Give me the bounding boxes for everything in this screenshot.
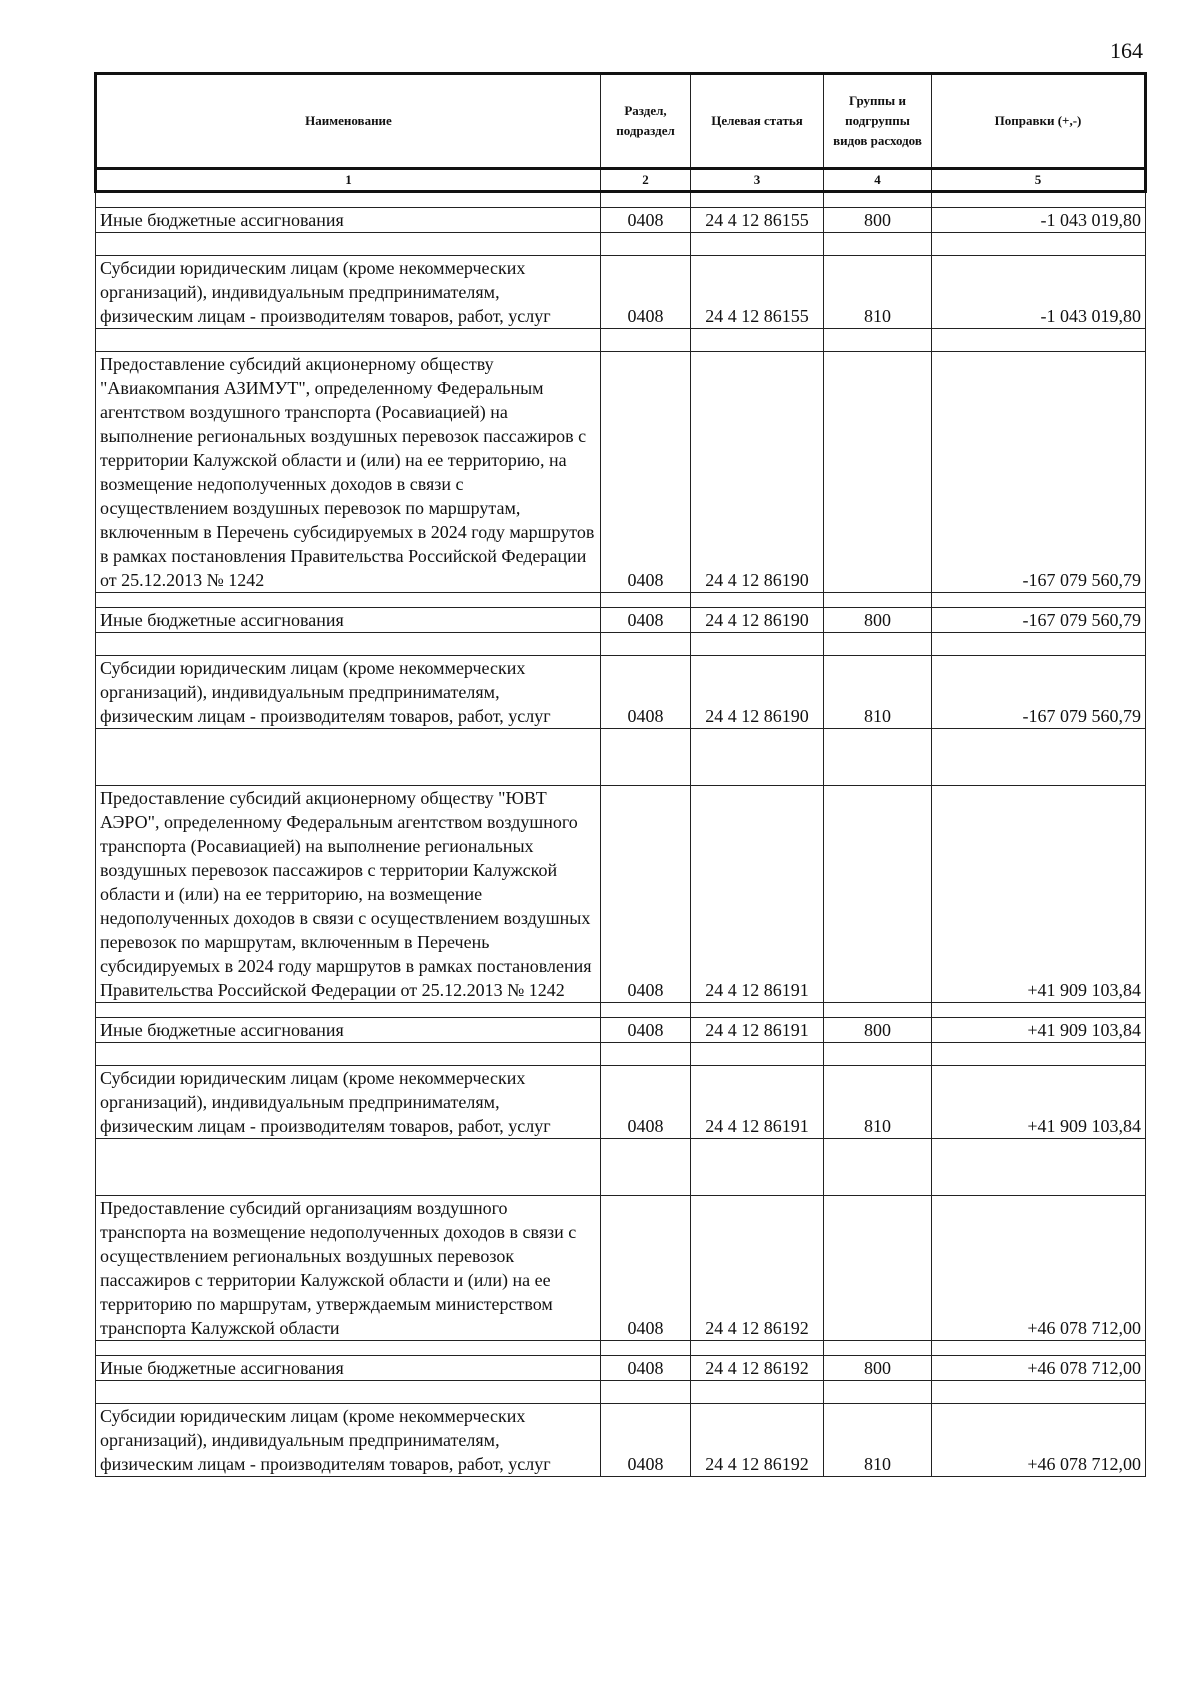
spacer-cell [601, 233, 691, 256]
spacer-cell [601, 1341, 691, 1356]
row-amount: -167 079 560,79 [932, 608, 1146, 633]
row-spacer [96, 1003, 1146, 1018]
spacer-cell [96, 233, 601, 256]
table-row [96, 1356, 1146, 1381]
spacer-cell [932, 233, 1146, 256]
spacer-cell [96, 1381, 601, 1404]
spacer-cell [824, 233, 932, 256]
spacer-cell [601, 1003, 691, 1018]
spacer-cell [691, 192, 824, 208]
row-target: 24 4 12 86191 [691, 1066, 824, 1139]
row-spacer [96, 729, 1146, 786]
row-spacer [96, 1341, 1146, 1356]
row-section: 0408 [601, 1066, 691, 1139]
row-spacer [96, 192, 1146, 208]
row-spacer [96, 1139, 1146, 1196]
row-group [824, 1196, 932, 1341]
row-spacer [96, 329, 1146, 352]
spacer-cell [601, 1381, 691, 1404]
row-spacer [96, 1043, 1146, 1066]
spacer-cell [691, 593, 824, 608]
table-body [96, 192, 1146, 1477]
spacer-cell [691, 1043, 824, 1066]
spacer-cell [932, 729, 1146, 786]
column-number: 1 [96, 169, 601, 192]
spacer-cell [601, 1043, 691, 1066]
row-target: 24 4 12 86192 [691, 1356, 824, 1381]
table-row [96, 656, 1146, 729]
row-name: Предоставление субсидий акционерному обществу "ЮВТ АЭРО", определенному Федеральным агентством воздушного транспорта (Росавиацией) на выполнение региональных воздушных перевозок пассажиров с территории Калужской области и (или) на ее территорию, на возмещение недополученных доходов в связи с осуществлением воздушных перевозок по маршрутам, включенным в Перечень субсидируемых в 2024 году маршрутов в рамках постановления Правительства Российской Федерации от 25.12.2013 № 1242 [96, 786, 601, 1003]
table-row [96, 608, 1146, 633]
spacer-cell [932, 593, 1146, 608]
row-section: 0408 [601, 1018, 691, 1043]
row-target: 24 4 12 86191 [691, 1018, 824, 1043]
spacer-cell [932, 1341, 1146, 1356]
spacer-cell [601, 593, 691, 608]
table-row [96, 1066, 1146, 1139]
row-section: 0408 [601, 608, 691, 633]
row-name: Иные бюджетные ассигнования [96, 1018, 601, 1043]
row-spacer [96, 1381, 1146, 1404]
row-name: Иные бюджетные ассигнования [96, 208, 601, 233]
spacer-cell [824, 593, 932, 608]
row-target: 24 4 12 86191 [691, 786, 824, 1003]
row-group: 800 [824, 1018, 932, 1043]
spacer-cell [601, 192, 691, 208]
row-section: 0408 [601, 1356, 691, 1381]
row-amount: +41 909 103,84 [932, 1018, 1146, 1043]
row-group: 800 [824, 1356, 932, 1381]
spacer-cell [691, 233, 824, 256]
row-name: Субсидии юридическим лицам (кроме некоммерческих организаций), индивидуальным предпринимателям, физическим лицам - производителям товаров, работ, услуг [96, 1404, 601, 1477]
spacer-cell [96, 1139, 601, 1196]
spacer-cell [691, 1381, 824, 1404]
row-name: Иные бюджетные ассигнования [96, 1356, 601, 1381]
spacer-cell [691, 729, 824, 786]
header-groups: Группы и подгруппы видов расходов [824, 74, 932, 169]
row-target: 24 4 12 86155 [691, 256, 824, 329]
spacer-cell [824, 633, 932, 656]
row-name: Предоставление субсидий акционерному обществу "Авиакомпания АЗИМУТ", определенному Федеральным агентством воздушного транспорта (Росавиацией) на выполнение региональных воздушных перевозок пассажиров с территории Калужской области и (или) на ее территорию, на возмещение недополученных доходов в связи с осуществлением воздушных перевозок по маршрутам, включенным в Перечень субсидируемых в 2024 году маршрутов в рамках постановления Правительства Российской Федерации от 25.12.2013 № 1242 [96, 352, 601, 593]
row-section: 0408 [601, 1404, 691, 1477]
spacer-cell [824, 192, 932, 208]
spacer-cell [824, 1341, 932, 1356]
table-row [96, 786, 1146, 1003]
row-group: 810 [824, 656, 932, 729]
row-target: 24 4 12 86190 [691, 352, 824, 593]
row-spacer [96, 593, 1146, 608]
spacer-cell [932, 1003, 1146, 1018]
spacer-cell [601, 729, 691, 786]
spacer-cell [932, 1381, 1146, 1404]
spacer-cell [932, 1043, 1146, 1066]
row-amount: +46 078 712,00 [932, 1356, 1146, 1381]
row-target: 24 4 12 86190 [691, 656, 824, 729]
column-number: 3 [691, 169, 824, 192]
spacer-cell [691, 1341, 824, 1356]
row-spacer [96, 233, 1146, 256]
table-row [96, 352, 1146, 593]
row-name: Субсидии юридическим лицам (кроме некоммерческих организаций), индивидуальным предпринимателям, физическим лицам - производителям товаров, работ, услуг [96, 656, 601, 729]
row-amount: -1 043 019,80 [932, 208, 1146, 233]
spacer-cell [601, 1139, 691, 1196]
row-section: 0408 [601, 1196, 691, 1341]
spacer-cell [96, 1341, 601, 1356]
column-number: 5 [932, 169, 1146, 192]
spacer-cell [824, 1003, 932, 1018]
table-row [96, 1196, 1146, 1341]
spacer-cell [824, 329, 932, 352]
row-name: Субсидии юридическим лицам (кроме некоммерческих организаций), индивидуальным предпринимателям, физическим лицам - производителям товаров, работ, услуг [96, 1066, 601, 1139]
column-number: 2 [601, 169, 691, 192]
row-amount: +46 078 712,00 [932, 1196, 1146, 1341]
row-amount: +41 909 103,84 [932, 1066, 1146, 1139]
table-header [96, 74, 1146, 192]
spacer-cell [601, 633, 691, 656]
table-row [96, 208, 1146, 233]
column-number: 4 [824, 169, 932, 192]
spacer-cell [691, 1139, 824, 1196]
spacer-cell [932, 633, 1146, 656]
row-section: 0408 [601, 256, 691, 329]
row-name: Иные бюджетные ассигнования [96, 608, 601, 633]
spacer-cell [601, 329, 691, 352]
row-spacer [96, 633, 1146, 656]
header-section: Раздел, подраздел [601, 74, 691, 169]
row-name: Субсидии юридическим лицам (кроме некоммерческих организаций), индивидуальным предпринимателям, физическим лицам - производителям товаров, работ, услуг [96, 256, 601, 329]
row-amount: +41 909 103,84 [932, 786, 1146, 1003]
table-row [96, 1404, 1146, 1477]
row-group: 810 [824, 1404, 932, 1477]
page-number: 164 [1110, 38, 1143, 63]
spacer-cell [824, 1043, 932, 1066]
row-group: 810 [824, 1066, 932, 1139]
spacer-cell [932, 329, 1146, 352]
row-amount: -1 043 019,80 [932, 256, 1146, 329]
row-group: 800 [824, 208, 932, 233]
row-group: 800 [824, 608, 932, 633]
header-name: Наименование [96, 74, 601, 169]
header-target: Целевая статья [691, 74, 824, 169]
spacer-cell [824, 1381, 932, 1404]
spacer-cell [691, 633, 824, 656]
row-amount: +46 078 712,00 [932, 1404, 1146, 1477]
row-amount: -167 079 560,79 [932, 352, 1146, 593]
spacer-cell [932, 192, 1146, 208]
row-target: 24 4 12 86192 [691, 1404, 824, 1477]
row-group [824, 786, 932, 1003]
spacer-cell [96, 1043, 601, 1066]
spacer-cell [96, 329, 601, 352]
row-section: 0408 [601, 656, 691, 729]
table-row [96, 1018, 1146, 1043]
spacer-cell [96, 729, 601, 786]
budget-table [94, 72, 1147, 1477]
row-group [824, 352, 932, 593]
row-section: 0408 [601, 208, 691, 233]
spacer-cell [932, 1139, 1146, 1196]
row-group: 810 [824, 256, 932, 329]
spacer-cell [824, 729, 932, 786]
row-section: 0408 [601, 352, 691, 593]
row-amount: -167 079 560,79 [932, 656, 1146, 729]
row-target: 24 4 12 86190 [691, 608, 824, 633]
spacer-cell [96, 1003, 601, 1018]
table-row [96, 256, 1146, 329]
spacer-cell [824, 1139, 932, 1196]
spacer-cell [96, 192, 601, 208]
header-amendments: Поправки (+,-) [932, 74, 1146, 169]
row-target: 24 4 12 86155 [691, 208, 824, 233]
spacer-cell [96, 633, 601, 656]
row-name: Предоставление субсидий организациям воздушного транспорта на возмещение недополученных доходов в связи с осуществлением региональных воздушных перевозок пассажиров с территории Калужской области и (или) на ее территорию по маршрутам, утверждаемым министерством транспорта Калужской области [96, 1196, 601, 1341]
spacer-cell [691, 1003, 824, 1018]
spacer-cell [96, 593, 601, 608]
row-section: 0408 [601, 786, 691, 1003]
row-target: 24 4 12 86192 [691, 1196, 824, 1341]
spacer-cell [691, 329, 824, 352]
